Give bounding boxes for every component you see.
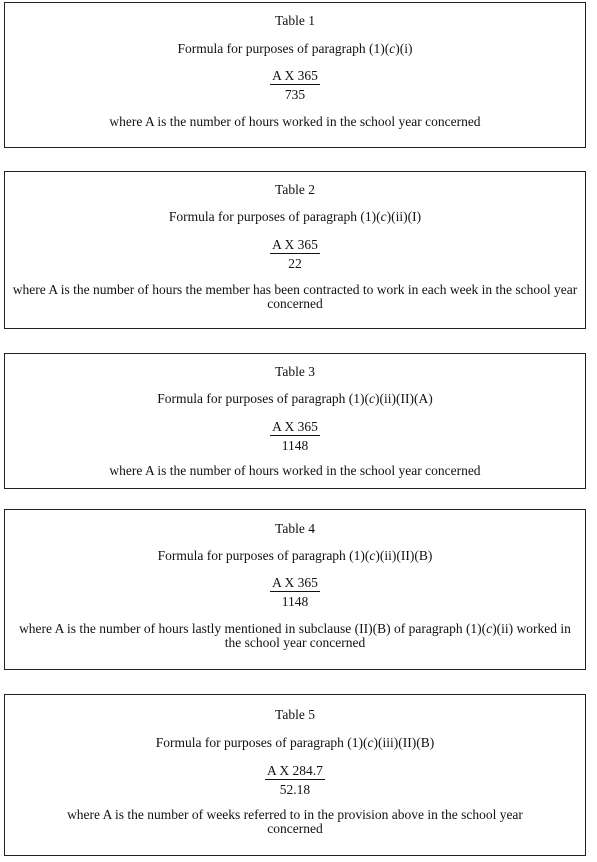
fraction-denominator: 735	[284, 87, 306, 102]
fraction-denominator: 1148	[281, 438, 309, 453]
table-title: Table 3	[275, 364, 315, 379]
formula-fraction	[5, 575, 585, 609]
table-title: Table 1	[275, 13, 315, 28]
table-2	[4, 171, 586, 329]
table-3	[4, 353, 586, 489]
table-title: Table 4	[275, 521, 315, 536]
formula-label: Formula for purposes of paragraph (1)(c)(ii)(II)(B)	[157, 548, 433, 563]
formula-fraction	[5, 237, 585, 271]
formula-fraction	[5, 68, 585, 102]
formula-fraction	[5, 763, 585, 797]
table-1	[4, 2, 586, 148]
formula-label: Formula for purposes of paragraph (1)(c)(iii)(II)(B)	[155, 735, 435, 750]
table-title: Table 5	[275, 707, 315, 722]
fraction-numerator: A X 365	[272, 237, 318, 252]
fraction-numerator: A X 365	[272, 419, 318, 434]
fraction-numerator: A X 284.7	[267, 763, 323, 778]
formula-description: where A is the number of hours worked in the school year concerned	[109, 114, 481, 129]
table-5	[4, 694, 586, 856]
fraction-denominator: 22	[288, 256, 302, 271]
formula-description: where A is the number of hours the member has been contracted to work in each week in the school year concerned	[12, 282, 578, 311]
formula-description: where A is the number of hours lastly mentioned in subclause (II)(B) of paragraph (1)(c)(ii) worked in the school year concerned	[19, 621, 571, 650]
fraction-numerator: A X 365	[272, 68, 318, 83]
formula-description: where A is the number of hours worked in the school year concerned	[109, 463, 481, 478]
fraction-denominator: 1148	[281, 594, 309, 609]
formula-description: where A is the number of weeks referred to in the provision above in the school year concerned	[67, 807, 523, 836]
formula-fraction	[5, 419, 585, 453]
table-title: Table 2	[275, 182, 315, 197]
formula-label: Formula for purposes of paragraph (1)(c)(ii)(II)(A)	[157, 391, 433, 406]
formula-label: Formula for purposes of paragraph (1)(c)(ii)(I)	[168, 209, 422, 224]
formula-label: Formula for purposes of paragraph (1)(c)(i)	[177, 41, 413, 56]
table-4	[4, 509, 586, 670]
fraction-denominator: 52.18	[279, 782, 311, 797]
fraction-numerator: A X 365	[272, 575, 318, 590]
